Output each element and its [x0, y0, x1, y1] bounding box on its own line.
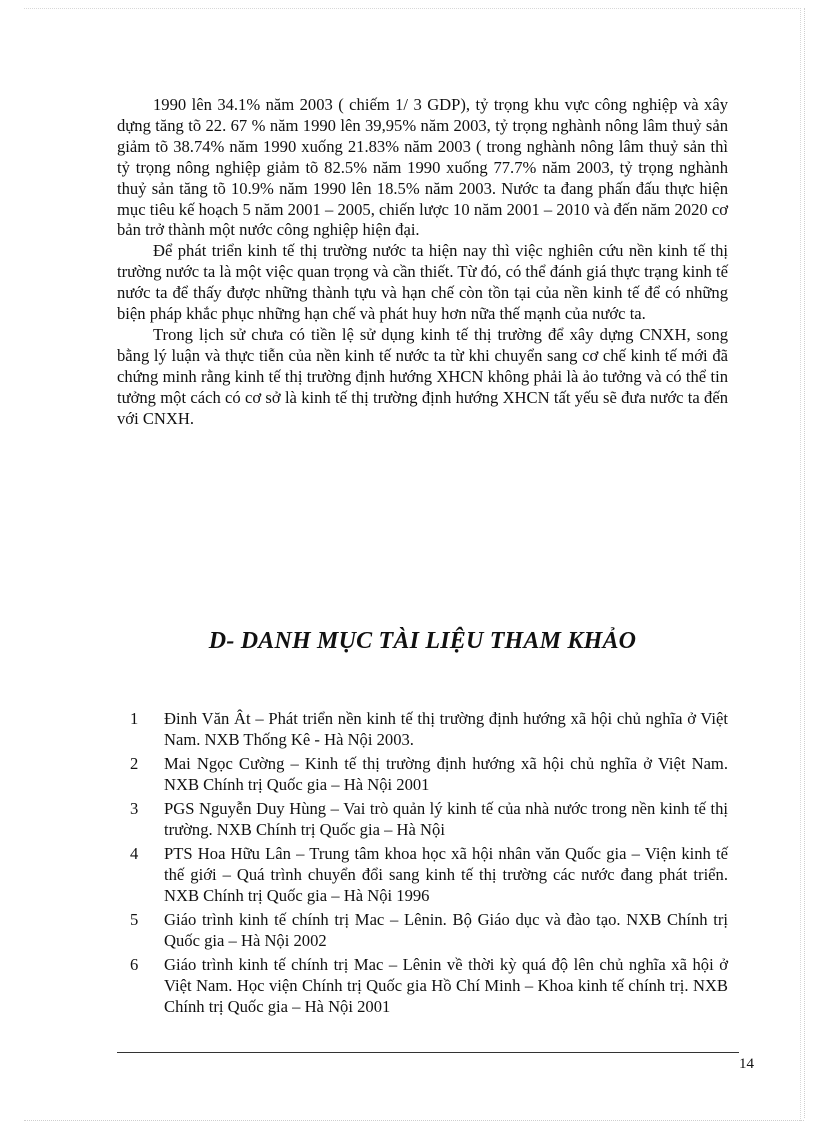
footer-rule — [117, 1052, 739, 1053]
section-title: D- DANH MỤC TÀI LIỆU THAM KHẢO — [208, 628, 637, 654]
reference-item — [117, 708, 728, 750]
reference-text: PGS Nguyễn Duy Hùng – Vai trò quản lý kinh tế của nhà nước trong nền kinh tế thị trường. NXB Chính trị Quốc gia – Hà Nội — [164, 799, 728, 839]
reference-number: 3 — [130, 799, 139, 818]
reference-number: 6 — [130, 955, 139, 974]
paragraph-1: 1990 lên 34.1% năm 2003 ( chiếm 1/ 3 GDP), tỷ trọng khu vực công nghiệp và xây dựng tăng tõ 22. 67 % năm 1990 lên 39,95% năm 2003, tỷ trọng nghành nông lâm thuỷ sản giảm tõ 38.74% năm 1990 xuống 21.83% năm 2003 ( trong nghành nông lâm thuỷ sản thì tỷ trọng nông nghiệp giảm tõ 82.5% năm 1990 xuống 77.7% năm 2003, tỷ trọng nghành thuỷ sản tăng tõ 10.9% năm 1990 lên 18.5% năm 2003. Nước ta đang phấn đấu thực hiện mục tiêu kế hoạch 5 năm 2001 – 2005, chiến lược 10 năm 2001 – 2010 và đến năm 2020 cơ bản trở thành một nước công nghiệp hiện đại. — [117, 95, 728, 240]
page-number: 14 — [739, 1056, 754, 1072]
reference-item — [117, 753, 728, 795]
reference-text: Mai Ngọc Cường – Kinh tế thị trường định hướng xã hội chủ nghĩa ở Việt Nam. NXB Chính trị Quốc gia – Hà Nội 2001 — [164, 754, 728, 794]
reference-number: 2 — [130, 754, 139, 773]
paragraph-2: Để phát triển kinh tế thị trường nước ta hiện nay thì việc nghiên cứu nền kinh tế thị trường nước ta là một việc quan trọng và cần thiết. Từ đó, có thể đánh giá thực trạng kinh tế nước ta để thấy được những thành tựu và hạn chế còn tồn tại của nền kinh tế để có những biện pháp khắc phục những hạn chế và phát huy hơn nữa thế mạnh của nước ta. — [117, 241, 728, 324]
reference-text: Đinh Văn Ât – Phát triển nền kinh tế thị trường định hướng xã hội chủ nghĩa ở Việt Nam. NXB Thống Kê - Hà Nội 2003. — [164, 709, 728, 749]
reference-number: 1 — [130, 709, 139, 728]
reference-item — [117, 843, 728, 906]
reference-item — [117, 909, 728, 951]
reference-number: 4 — [130, 844, 139, 863]
paragraph-3: Trong lịch sử chưa có tiền lệ sử dụng kinh tế thị trường để xây dựng CNXH, song bằng lý luận và thực tiễn của nền kinh tế nước ta từ khi chuyển sang cơ chế kinh tế mới đã chứng minh rằng kinh tế thị trường định hướng XHCN không phải là ảo tưởng và có thể tin tưởng một cách có cơ sở là kinh tế thị trường định hướng XHCN tất yếu sẽ đưa nước ta đến với CNXH. — [117, 324, 728, 428]
reference-item — [117, 954, 728, 1017]
reference-number: 5 — [130, 910, 139, 929]
page-edge-bottom — [24, 1120, 804, 1121]
reference-item — [117, 798, 728, 840]
reference-list — [117, 708, 728, 1020]
body-text — [117, 95, 728, 430]
reference-text: Giáo trình kinh tế chính trị Mac – Lênin. Bộ Giáo dục và đào tạo. NXB Chính trị Quốc gia – Hà Nội 2002 — [164, 910, 728, 950]
reference-text: Giáo trình kinh tế chính trị Mac – Lênin về thời kỳ quá độ lên chủ nghĩa xã hội ở Việt Nam. Học viện Chính trị Quốc gia Hồ Chí Minh – Khoa kinh tế chính trị. NXB Chính trị Quốc gia – Hà Nội 2001 — [164, 955, 728, 1016]
page-edge-right — [804, 8, 805, 1118]
reference-text: PTS Hoa Hữu Lân – Trung tâm khoa học xã hội nhân văn Quốc gia – Viện kinh tế thế giới – Quá trình chuyển đổi sang kinh tế thị trường các nước đang phát triển. NXB Chính trị Quốc gia – Hà Nội 1996 — [164, 844, 728, 905]
